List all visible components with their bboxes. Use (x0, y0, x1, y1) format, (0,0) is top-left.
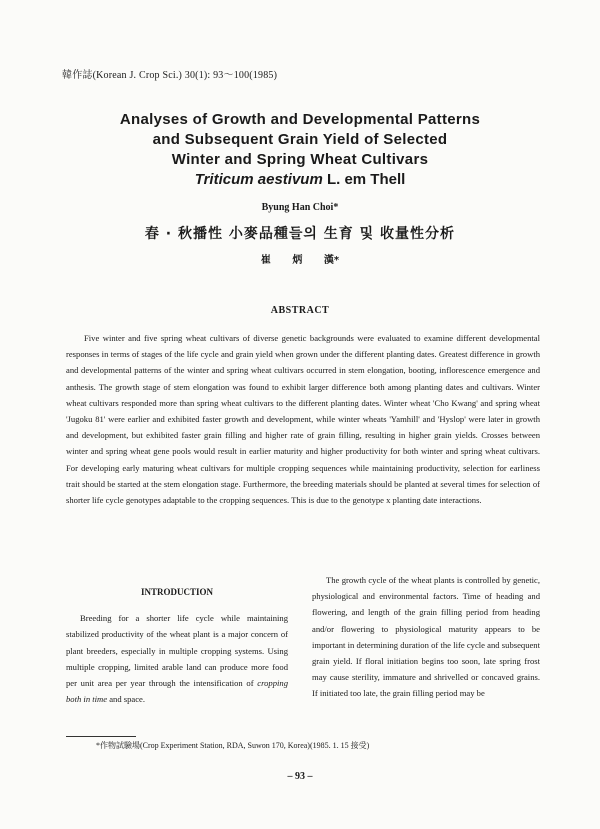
paper-title-line-3: Winter and Spring Wheat Cultivars (171, 151, 429, 168)
species-authority: L. em Thell (322, 171, 406, 188)
introduction-paragraph (66, 610, 288, 707)
right-column-text: The growth cycle of the wheat plants is controlled by genetic, physiological and environmental factors. Time of heading and flowering, and length of the grain filling period from heading and/or flowering to physiological maturity appears to be important in determining duration of the life cycle and subsequent grain yield. If floral initiation begins too soon, late spring frost may cause sterility, immature and shrivelled or concaved grains. If initiated too late, the grain filling period may be (312, 575, 540, 699)
paper-title-line-1: Analyses of Growth and Developmental Patterns (119, 111, 481, 128)
species-italic: Triticum aestivum (194, 171, 323, 188)
footnote-rule (66, 736, 136, 737)
footnote: *作物試驗場(Crop Experiment Station, RDA, Suwon 170, Korea)(1985. 1. 15 接受) (96, 741, 370, 750)
paper-title-line-2: and Subsequent Grain Yield of Selected (152, 131, 448, 148)
introduction-text-start: Breeding for a shorter life cycle while maintaining stabilized productivity of the wheat plant is a major concern of plant breeders, especially in multiple cropping systems. Using multiple cropping, limited arable land can produce more food per unit area per year through the intensification of (66, 613, 288, 689)
korean-author: 崔 炳 漢* (260, 255, 340, 266)
korean-title: 春 · 秋播性 小麥品種들의 生育 및 收量性分析 (144, 226, 456, 242)
author-name: Byung Han Choi* (261, 202, 339, 213)
species-name (0, 170, 600, 190)
introduction-text-italic: cropping both in time (66, 678, 288, 705)
introduction-text-end: and space. (107, 694, 146, 705)
abstract-text: Five winter and five spring wheat cultivars of diverse genetic backgrounds were evaluated to examine different developmental responses in terms of stages of the life cycle and grain yield when grown under the different planting dates. Greatest difference in growth and developmental patterns of the winter and spring wheat cultivars occurred in stem elongation, booting, inflorescence emergence and anthesis. The growth stage of stem elongation was found to exhibit larger difference both among planting dates and cultivars. Winter wheat cultivars responded more than spring wheat cultivars to the different planting dates. Winter wheat 'Cho Kwang' and spring wheat 'Jugoku 81' were earlier and exhibited faster growth and development, while winter wheats 'Yamhill' and 'Hyslop' were later in growth and development, but exhibited faster grain filling and higher rate of grain filling, resulting in higher grain yields. Crosses between winter and spring wheat gene pools would result in earlier maturity and higher productivity for both winter and spring wheat cultivars. For developing early maturing wheat cultivars for multiple cropping sequences while maintaining productivity, selection for earliness trait should be started at the stem elongation stage. Furthermore, the breeding materials should be planted at several times for selection of shorter life cycle genotypes adaptable to the cropping sequences. This is due to the genotype x planting date interactions. (66, 333, 540, 506)
introduction-heading: INTRODUCTION (140, 587, 213, 597)
title-block (0, 110, 600, 266)
journal-reference: 韓作誌(Korean J. Crop Sci.) 30(1): 93～100(1985) (62, 70, 278, 81)
introduction-column (66, 572, 288, 707)
page-number: – 93 – (287, 771, 313, 782)
abstract-heading: ABSTRACT (270, 305, 330, 316)
